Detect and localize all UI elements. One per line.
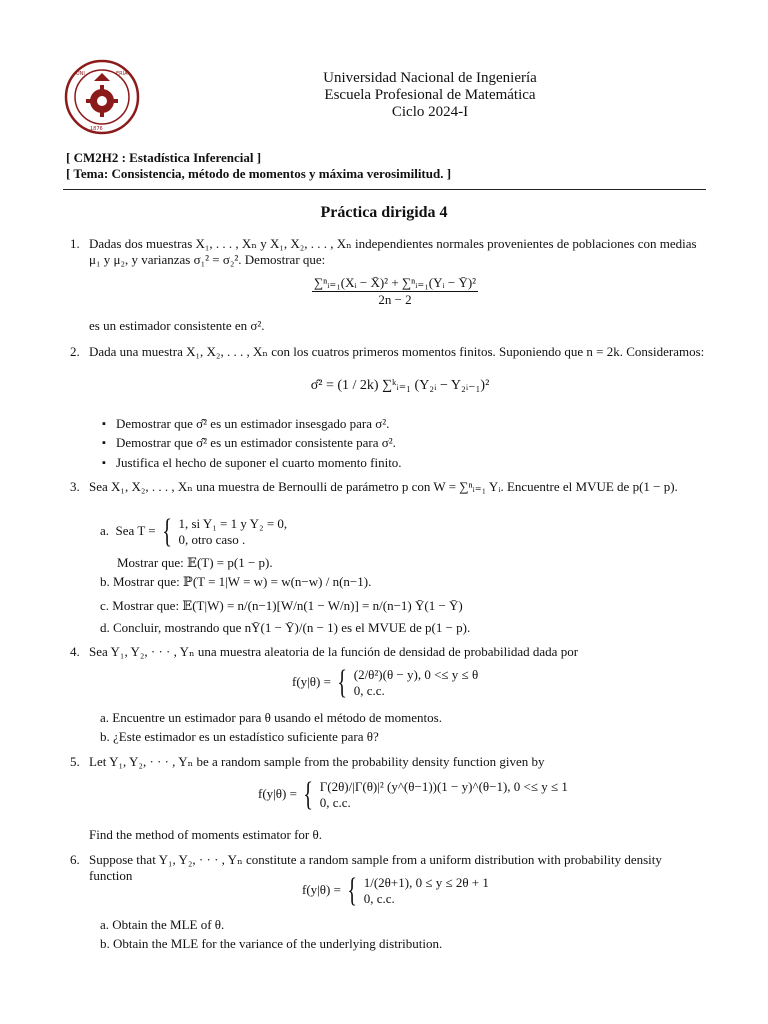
case-2: 0, c.c. — [353, 683, 385, 698]
formula-lhs: f(y|θ) = — [292, 673, 331, 689]
problem-3-number: 3. — [70, 479, 80, 494]
course-tags — [66, 150, 451, 182]
problem-4-number: 4. — [70, 644, 80, 659]
brace-icon: { — [303, 776, 314, 813]
case-1: (2/θ²)(θ − y), 0 <≤ y ≤ θ — [353, 667, 479, 682]
svg-text:UNI: UNI — [76, 71, 85, 77]
svg-text:1876: 1876 — [90, 126, 103, 132]
topic-line: [ Tema: Consistencia, método de momentos y máxima verosimilitud. ] — [66, 166, 452, 181]
part-label: a. — [100, 522, 110, 538]
bullet-text: Demostrar que σ̂² es un estimador consistente para σ². — [116, 435, 396, 450]
case-2: 0, c.c. — [363, 891, 395, 906]
formula-denominator: 2n − 2 — [378, 292, 412, 307]
problem-5-intro: Let Y₁, Y₂, · · · , Yₙ be a random sample from the probability density function given by — [89, 754, 545, 769]
problem-1-outro: es un estimador consistente en σ². — [89, 318, 265, 333]
svg-text:ERÍA: ERÍA — [116, 71, 128, 77]
header-divider — [63, 189, 706, 190]
cases-block — [364, 875, 489, 907]
problem-6-part-b: b. Obtain the MLE for the variance of the underlying distribution. — [100, 936, 443, 951]
cycle: Ciclo 2024-I — [391, 104, 469, 120]
formula-numerator: ∑ⁿᵢ₌₁(Xᵢ − X̄)² + ∑ⁿᵢ₌₁(Yᵢ − Ȳ)² — [313, 275, 477, 290]
problem-3-part-a — [100, 515, 287, 549]
case-1: 1/(2θ+1), 0 ≤ y ≤ 2θ + 1 — [363, 875, 489, 890]
problem-4-part-b: b. ¿Este estimador es un estadístico suficiente para θ? — [100, 729, 379, 744]
problem-4-intro: Sea Y₁, Y₂, · · · , Yₙ una muestra aleatoria de la función de densidad de probabilidad dada por — [89, 644, 579, 659]
problem-1-number: 1. — [70, 236, 80, 251]
problem-3-part-c: c. Mostrar que: 𝔼(T|W) = n/(n−1)[W/n(1 − W/n)] = n/(n−1) Ȳ(1 − Ȳ) — [100, 598, 463, 613]
problem-3-part-d: d. Concluir, mostrando que nȲ(1 − Ȳ)/(n − 1) es el MVUE de p(1 − p). — [100, 620, 471, 635]
brace-icon: { — [162, 513, 172, 550]
problem-1-formula — [290, 275, 500, 308]
school-name: Escuela Profesional de Matemática — [324, 87, 536, 103]
problem-2-number: 2. — [70, 344, 80, 359]
problem-4-formula — [292, 666, 478, 700]
formula-lhs: f(y|θ) = — [258, 785, 297, 801]
university-seal-logo — [64, 55, 140, 143]
document-header — [180, 70, 680, 121]
case-2: 0, otro caso . — [178, 532, 246, 547]
problem-2-bullet-2 — [104, 435, 396, 451]
problem-5-formula — [258, 778, 568, 812]
problem-2-bullet-3 — [104, 455, 402, 471]
bullet-text: Demostrar que σ̂² es un estimador insesgado para σ². — [116, 416, 390, 431]
cases-block — [354, 667, 478, 699]
definition-lhs: Sea T = — [115, 522, 156, 538]
problem-6-formula — [302, 874, 489, 908]
problem-5-number: 5. — [70, 754, 80, 769]
problem-6-number: 6. — [70, 852, 80, 867]
cases-block — [178, 516, 287, 548]
problem-1-intro: Dadas dos muestras X₁, . . . , Xₙ y X₁, X₂, . . . , Xₙ independientes normales provenientes de poblaciones con medias μ₁ y μ₂, y varianzas σ₁² = σ₂². Demostrar que: — [89, 236, 697, 267]
brace-icon: { — [347, 872, 358, 909]
case-1: Γ(2θ)/|Γ(θ)|² (y^(θ−1))(1 − y)^(θ−1), 0 <≤ y ≤ 1 — [319, 779, 568, 794]
cases-block — [320, 779, 568, 811]
problem-6-intro: Suppose that Y₁, Y₂, · · · , Yₙ constitute a random sample from a uniform distribution with probability density function — [89, 852, 662, 883]
case-2: 0, c.c. — [319, 795, 351, 810]
brace-icon: { — [337, 664, 348, 701]
problem-3-part-a-show: Mostrar que: 𝔼(T) = p(1 − p). — [117, 555, 273, 570]
case-1: 1, si Y₁ = 1 y Y₂ = 0, — [178, 516, 288, 531]
course-code-line: [ CM2H2 : Estadística Inferencial ] — [66, 150, 262, 165]
problem-3-part-b: b. Mostrar que: ℙ(T = 1|W = w) = w(n−w) / n(n−1). — [100, 574, 372, 589]
problem-4-part-a: a. Encuentre un estimador para θ usando el método de momentos. — [100, 710, 442, 725]
formula-lhs: f(y|θ) = — [302, 881, 341, 897]
problem-2-bullet-1 — [104, 416, 389, 432]
problem-5-outro: Find the method of moments estimator for θ. — [89, 827, 322, 842]
university-name: Universidad Nacional de Ingeniería — [323, 70, 537, 86]
problem-6-part-a: a. Obtain the MLE of θ. — [100, 917, 225, 932]
problem-3-intro: Sea X₁, X₂, . . . , Xₙ una muestra de Bernoulli de parámetro p con W = ∑ⁿᵢ₌₁ Yᵢ. Encuentre el MVUE de p(1 − p). — [89, 479, 678, 494]
problem-2-formula: σ̂² = (1 / 2k) ∑ᵏᵢ₌₁ (Y₂ᵢ − Y₂ᵢ₋₁)² — [310, 378, 490, 393]
problem-2-intro: Dada una muestra X₁, X₂, . . . , Xₙ con los cuatros primeros momentos finitos. Suponiendo que n = 2k. Consideramos: — [89, 344, 705, 359]
page-title: Práctica dirigida 4 — [320, 204, 448, 221]
bullet-text: Justifica el hecho de suponer el cuarto momento finito. — [116, 455, 402, 470]
